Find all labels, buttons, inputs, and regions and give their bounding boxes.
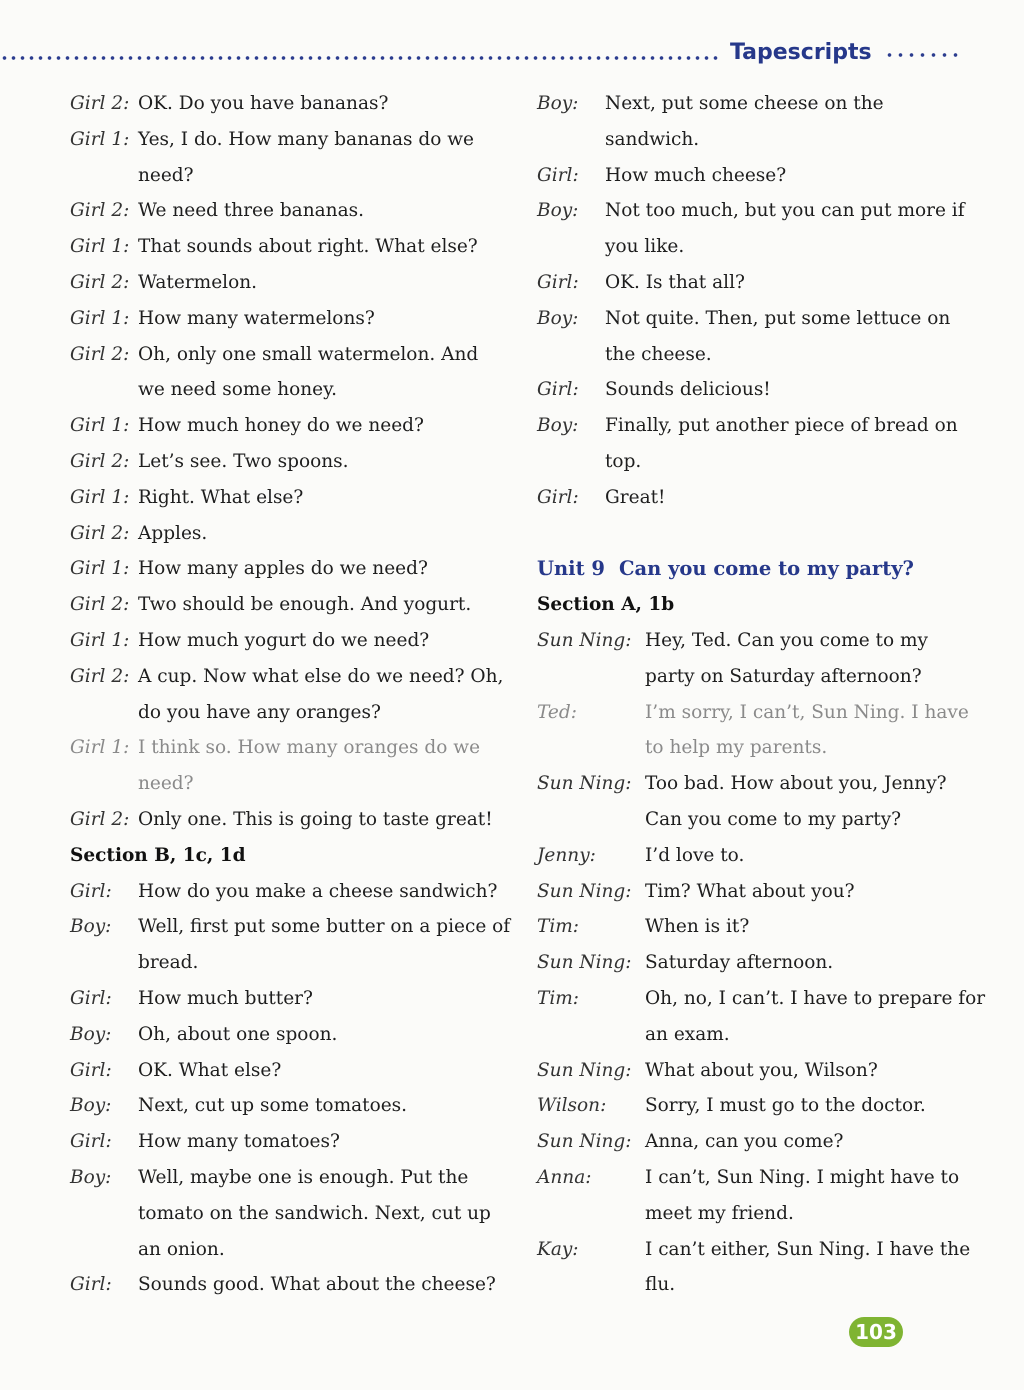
page-header: [0, 38, 1024, 74]
dialogue-text: I’m sorry, I can’t, Sun Ning. I have: [645, 701, 969, 723]
dialogue-text: Sounds delicious!: [605, 379, 771, 401]
dialogue-text: How many watermelons?: [138, 307, 375, 329]
dialogue-text: Well, maybe one is enough. Put the: [138, 1166, 469, 1188]
dialogue-text: A cup. Now what else do we need? Oh,: [138, 665, 504, 687]
dialogue-text: Sorry, I must go to the doctor.: [645, 1095, 926, 1117]
speaker-label: Ted:: [537, 701, 577, 723]
dialogue-line: [70, 480, 510, 516]
speaker-label: Tim:: [537, 987, 580, 1009]
dialogue-line: [537, 623, 977, 659]
dialogue-line: [70, 587, 510, 623]
dialogue-line: [537, 265, 977, 301]
dialogue-text: OK. Is that all?: [605, 271, 745, 293]
dialogue-text: Oh, no, I can’t. I have to prepare for: [645, 987, 986, 1009]
dialogue-line: [70, 623, 510, 659]
dialogue-text: Hey, Ted. Can you come to my: [645, 629, 928, 651]
speaker-label: Sun Ning:: [537, 880, 632, 902]
dialogue-line: [537, 802, 977, 838]
dialogue-text: Well, first put some butter on a piece of: [138, 916, 511, 938]
dialogue-text: I can’t, Sun Ning. I might have to: [645, 1166, 960, 1188]
dialogue-text: How much honey do we need?: [138, 415, 424, 437]
dialogue-line: [537, 730, 977, 766]
dialogue-text: an onion.: [138, 1238, 225, 1260]
dialogue-text: Tim? What about you?: [645, 880, 855, 902]
dialogue-line: [537, 229, 977, 265]
dialogue-text: Watermelon.: [138, 271, 258, 293]
dialogue-line: [537, 981, 986, 1017]
dialogue-line: [70, 981, 510, 1017]
dialogue-text: do you have any oranges?: [138, 701, 381, 723]
speaker-label: Sun Ning:: [537, 1131, 632, 1153]
dialogue-text: Too bad. How about you, Jenny?: [645, 773, 947, 795]
dialogue-text: Finally, put another piece of bread on: [605, 415, 958, 437]
dialogue-text: bread.: [138, 952, 199, 974]
dialogue-line: [70, 86, 510, 122]
speaker-label: Boy:: [70, 1023, 112, 1045]
speaker-label: Girl:: [70, 1131, 112, 1153]
dialogue-text: to help my parents.: [645, 737, 828, 759]
dialogue-line: [537, 122, 977, 158]
dialogue-text: Can you come to my party?: [645, 808, 902, 830]
dialogue-line: [70, 158, 510, 194]
dialogue-line: [70, 1017, 510, 1053]
header-dotted-rule-left: [0, 55, 718, 61]
dialogue-line: [537, 945, 977, 981]
unit-title: Can you come to my party?: [618, 557, 914, 581]
dialogue-line: [537, 1232, 977, 1268]
dialogue-text: That sounds about right. What else?: [138, 236, 478, 258]
dialogue-text: Sounds good. What about the cheese?: [138, 1274, 496, 1296]
speaker-label: Sun Ning:: [537, 773, 632, 795]
dialogue-text: When is it?: [645, 916, 750, 938]
dialogue-text: Oh, only one small watermelon. And: [138, 343, 479, 365]
speaker-label: Kay:: [537, 1238, 579, 1260]
speaker-label: Girl 1:: [70, 486, 130, 508]
dialogue-text: Let’s see. Two spoons.: [138, 450, 349, 472]
dialogue-text: Only one. This is going to taste great!: [138, 808, 493, 830]
dialogue-line: [537, 444, 977, 480]
dialogue-text: How much butter?: [138, 987, 313, 1009]
speaker-label: Boy:: [537, 93, 579, 114]
dialogue-text: We need three bananas.: [138, 200, 364, 222]
speaker-label: Girl:: [70, 880, 112, 902]
dialogue-text: Right. What else?: [138, 486, 304, 508]
dialogue-text: I’d love to.: [645, 844, 745, 866]
speaker-label: Sun Ning:: [537, 1059, 632, 1081]
dialogue-line: [70, 1267, 510, 1303]
dialogue-text: an exam.: [645, 1023, 730, 1045]
dialogue-text: Not quite. Then, put some lettuce on: [605, 307, 951, 329]
dialogue-text: need?: [138, 773, 194, 795]
speaker-label: Girl 1:: [70, 236, 130, 258]
dialogue-text: I think so. How many oranges do we: [138, 737, 481, 759]
speaker-label: Girl 1:: [70, 629, 130, 651]
dialogue-line: [70, 229, 510, 265]
unit-number: Unit 9: [537, 557, 605, 581]
dialogue-text: we need some honey.: [138, 379, 337, 401]
dialogue-text: Yes, I do. How many bananas do we: [138, 128, 474, 150]
speaker-label: Girl:: [537, 164, 579, 186]
dialogue-text: Oh, about one spoon.: [138, 1023, 338, 1045]
speaker-label: Girl 1:: [70, 558, 130, 580]
speaker-label: Boy:: [70, 916, 112, 938]
dialogue-line: [537, 337, 977, 373]
dialogue-line: [70, 193, 510, 229]
dialogue-line: [537, 1053, 977, 1089]
dialogue-line: [537, 480, 977, 516]
speaker-label: Girl:: [70, 1059, 112, 1081]
dialogue-text: Next, put some cheese on the: [605, 93, 884, 114]
dialogue-line: [70, 909, 510, 945]
header-title: Tapescripts: [730, 40, 872, 65]
dialogue-line: [537, 695, 977, 731]
speaker-label: Girl:: [537, 379, 579, 401]
speaker-label: Girl 2:: [70, 522, 130, 544]
speaker-label: Sun Ning:: [537, 629, 632, 651]
speaker-label: Jenny:: [537, 844, 596, 866]
speaker-label: Girl 1:: [70, 415, 130, 437]
dialogue-line: [537, 193, 977, 229]
dialogue-text: Anna, can you come?: [645, 1131, 844, 1153]
dialogue-text: How do you make a cheese sandwich?: [138, 880, 498, 902]
dialogue-line: [70, 1196, 510, 1232]
speaker-label: Girl:: [537, 271, 579, 293]
dialogue-line: [537, 158, 977, 194]
dialogue-text: you like.: [605, 236, 685, 258]
dialogue-line: [70, 444, 510, 480]
dialogue-line: [537, 659, 977, 695]
speaker-label: Boy:: [537, 415, 579, 437]
speaker-label: Boy:: [537, 307, 579, 329]
page-number-badge: 103: [849, 1317, 903, 1347]
dialogue-line: [70, 659, 510, 695]
dialogue-line: [537, 301, 977, 337]
dialogue-line: [537, 1124, 977, 1160]
speaker-label: Girl 2:: [70, 450, 130, 472]
dialogue-text: party on Saturday afternoon?: [645, 665, 922, 687]
speaker-label: Girl 2:: [70, 594, 130, 616]
dialogue-text: OK. What else?: [138, 1059, 282, 1081]
dialogue-text: Not too much, but you can put more if: [605, 200, 965, 222]
dialogue-text: How many tomatoes?: [138, 1131, 340, 1153]
dialogue-text: Next, cut up some tomatoes.: [138, 1095, 408, 1117]
dialogue-text: top.: [605, 450, 642, 472]
speaker-label: Girl:: [537, 486, 579, 508]
speaker-label: Girl 1:: [70, 307, 130, 329]
dialogue-text: need?: [138, 164, 194, 186]
speaker-label: Girl 2:: [70, 271, 130, 293]
speaker-label: Boy:: [70, 1095, 112, 1117]
dialogue-line: [537, 372, 977, 408]
dialogue-line: [70, 265, 510, 301]
dialogue-text: Two should be enough. And yogurt.: [138, 594, 472, 616]
speaker-label: Anna:: [537, 1166, 592, 1188]
dialogue-text: Apples.: [138, 522, 208, 544]
dialogue-line: [70, 1232, 510, 1268]
dialogue-text: How much yogurt do we need?: [138, 629, 430, 651]
speaker-label: Girl 2:: [70, 665, 130, 687]
speaker-label: Girl:: [70, 987, 112, 1009]
dialogue-line: [537, 86, 977, 122]
dialogue-line: [70, 695, 510, 731]
speaker-label: Boy:: [70, 1166, 112, 1188]
dialogue-line: [537, 838, 977, 874]
speaker-label: Sun Ning:: [537, 952, 632, 974]
speaker-label: Boy:: [537, 200, 579, 222]
dialogue-line: [70, 945, 510, 981]
spacer: [537, 516, 977, 552]
section-heading: Section B, 1c, 1d: [70, 844, 246, 866]
speaker-label: Girl 2:: [70, 93, 130, 114]
section-heading: Section A, 1b: [537, 594, 675, 616]
dialogue-text: What about you, Wilson?: [645, 1059, 878, 1081]
dialogue-line: [537, 1196, 977, 1232]
dialogue-text: Saturday afternoon.: [645, 952, 834, 974]
dialogue-text: Great!: [605, 486, 666, 508]
dialogue-line: [70, 301, 510, 337]
dialogue-line: [70, 1053, 510, 1089]
dialogue-line: [537, 874, 977, 910]
dialogue-text: meet my friend.: [645, 1202, 794, 1224]
dialogue-line: [70, 730, 510, 766]
dialogue-line: [70, 372, 510, 408]
dialogue-line: [537, 1088, 977, 1124]
dialogue-line: [70, 874, 510, 910]
speaker-label: Girl 2:: [70, 343, 130, 365]
dialogue-line: [537, 909, 977, 945]
dialogue-line: [70, 551, 510, 587]
right-column: [537, 86, 986, 1303]
dialogue-text: the cheese.: [605, 343, 712, 365]
header-dotted-rule-right: [884, 52, 958, 58]
dialogue-text: How many apples do we need?: [138, 558, 428, 580]
dialogue-line: [537, 766, 977, 802]
dialogue-line: [70, 802, 510, 838]
dialogue-text: sandwich.: [605, 128, 700, 150]
dialogue-text: How much cheese?: [605, 164, 787, 186]
dialogue-line: [70, 766, 510, 802]
dialogue-text: OK. Do you have bananas?: [138, 93, 389, 114]
dialogue-line: [70, 1088, 510, 1124]
left-column: [70, 86, 510, 1303]
speaker-label: Tim:: [537, 916, 580, 938]
speaker-label: Girl 2:: [70, 200, 130, 222]
speaker-label: Girl 1:: [70, 737, 130, 759]
unit-heading: [537, 551, 977, 587]
speaker-label: Girl 2:: [70, 808, 130, 830]
speaker-label: Girl 1:: [70, 128, 130, 150]
dialogue-line: [537, 1017, 977, 1053]
dialogue-line: [70, 122, 510, 158]
dialogue-line: [70, 1160, 510, 1196]
dialogue-line: [70, 1124, 510, 1160]
dialogue-text: I can’t either, Sun Ning. I have the: [645, 1238, 971, 1260]
dialogue-line: [537, 1160, 977, 1196]
dialogue-line: [70, 516, 510, 552]
dialogue-line: [70, 337, 510, 373]
speaker-label: Girl:: [70, 1274, 112, 1296]
dialogue-line: [70, 408, 510, 444]
dialogue-text: flu.: [645, 1274, 676, 1296]
dialogue-text: tomato on the sandwich. Next, cut up: [138, 1202, 491, 1224]
dialogue-line: [537, 408, 977, 444]
speaker-label: Wilson:: [537, 1095, 607, 1117]
dialogue-line: [537, 1267, 977, 1303]
